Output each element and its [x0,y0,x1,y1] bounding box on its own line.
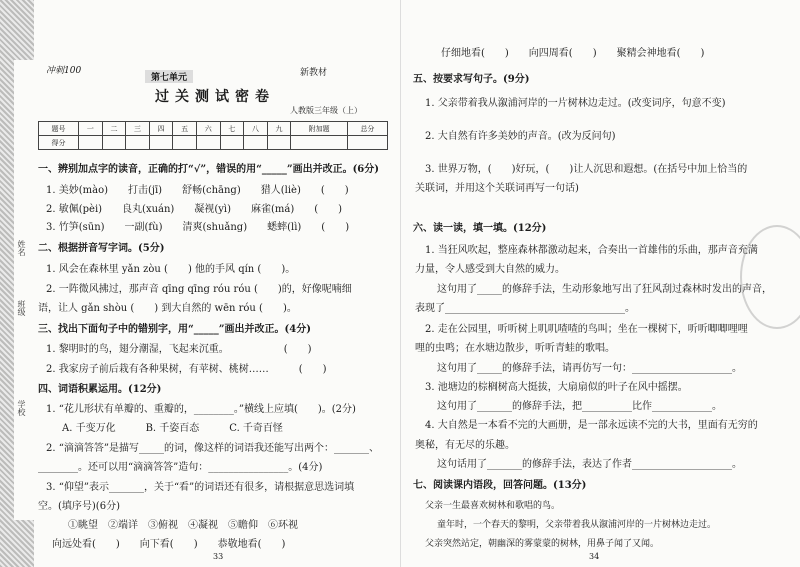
question-line: 向远处看( ) 向下看( ) 恭敬地看( ) [52,539,286,550]
textbook-label: 新教材 [300,68,328,78]
score-cell: 九 [267,122,291,136]
question-line: 1. 父亲带着我从溆浦河岸的一片树林边走过。(改变词序，句意不变) [425,98,726,109]
question-line: 语，让人 gǎn shòu ( ) 到大自然的 wēn róu ( )。 [38,303,297,314]
question-line: ________。还可以用“滴滴答答”造句：________________。(4分) [38,462,323,473]
option-line: ①眺望 ②端详 ③俯视 ④凝视 ⑤瞻仰 ⑥环视 [68,520,298,531]
question-line: 3. 竹笋(sūn) 一副(fù) 清爽(shuǎng) 蟋蟀(lì) ( ) [46,222,350,233]
score-input [149,136,173,150]
score-input [173,136,197,150]
name-label: 姓名 [17,240,26,256]
section-heading: 二、根据拼音写字词。(5分) [38,243,165,254]
score-cell: 六 [196,122,220,136]
score-header-row [39,122,388,136]
score-cell: 八 [244,122,268,136]
question-line: 2. 大自然有许多美妙的声音。(改为反问句) [425,131,616,142]
question-line: 4. 大自然是一本看不完的大画册，是一部永远读不完的大书，里面有无穷的 [425,420,758,431]
school-label: 学校 [17,400,26,416]
series-logo: 冲刺100 [46,66,82,76]
score-input [126,136,150,150]
question-line: 2. 敏佩(pèi) 良丸(xuán) 凝视(yì) 麻雀(má) ( ) [46,204,343,215]
edition-label: 人教版三年级（上） [290,106,362,115]
score-cell: 题号 [39,122,79,136]
score-cell: 一 [79,122,103,136]
question-line: 2. 我家房子前后栽有各种果树，有苹树、桃树…… ( ) [46,364,327,375]
section-heading: 四、词语积累运用。(12分) [38,384,162,395]
question-line: 2. 走在公园里，听听树上叽叽喳喳的鸟叫；坐在一棵树下，听听唧唧哩哩 [425,324,748,335]
question-line: 奥秘，有无尽的乐趣。 [415,440,515,451]
page-number: 33 [213,552,224,561]
question-line: 2. “滴滴答答”是描写_____的词，像这样的词语我还能写出两个：_______、 [46,443,379,454]
reading-passage-line: 童年时，一个春天的黎明，父亲带着我从溆浦河岸的一片树林边走过。 [437,520,717,530]
score-input [291,136,348,150]
score-cell: 总分 [347,122,387,136]
score-input [102,136,126,150]
score-cell: 附加题 [291,122,348,136]
score-value-row [39,136,388,150]
section-heading: 三、找出下面句子中的错别字，用“_____”画出并改正。(4分) [38,324,311,335]
question-line: 1. 风会在森林里 yǎn zòu ( ) 他的手风 qín ( )。 [46,264,296,275]
score-cell: 二 [102,122,126,136]
unit-label: 第七单元 [145,70,193,83]
score-input [347,136,387,150]
section-heading: 六、读一读，填一填。(12分) [413,223,547,234]
reading-passage-line: 父亲突然站定，朝幽深的雾蒙蒙的树林，用鼻子闻了又闻。 [425,539,660,549]
score-cell: 七 [220,122,244,136]
score-input [220,136,244,150]
score-cell: 五 [173,122,197,136]
question-line: 这句用了_____的修辞手法，请再仿写一句：____________________。 [437,363,742,374]
score-cell: 三 [126,122,150,136]
question-line: 力量，令人感受到大自然的威力。 [415,264,565,275]
question-line: 2. 一阵微风拂过，那声音 qīng qīng róu róu ( )的，好像呢喃细 [46,284,352,295]
section-heading: 五、按要求写句子。(9分) [413,74,530,85]
question-line: 1. “花儿形状有单瓣的、重瓣的，________。”横线上应填( )。(2分) [46,404,356,415]
class-label: 班级 [17,300,26,316]
question-line: 这句话用了_______的修辞手法，表达了作者____________________。 [437,459,742,470]
question-line: 1. 当狂风吹起，整座森林都激动起来，合奏出一首雄伟的乐曲，那声音充满 [425,245,758,256]
section-heading: 七、阅读课内语段，回答问题。(13分) [413,480,587,491]
question-line: 这句用了_______的修辞手法，把__________比作____________。 [437,401,722,412]
question-line: 空。(填序号)(6分) [38,501,120,512]
reading-passage-line: 父亲一生最喜欢树林和歌唱的鸟。 [425,501,561,511]
question-line: 哩的虫鸣；在水塘边散步，听听青蛙的歌唱。 [415,343,615,354]
score-table [38,121,388,150]
page-number: 34 [589,552,600,561]
score-input [196,136,220,150]
page-title: 过关测试密卷 [155,89,275,105]
question-line: 关联词，并用这个关联词再写一句话) [415,183,579,194]
question-line: 3. 世界万物，( )好玩，( )让人沉思和遐想。(在括号中加上恰当的 [425,164,748,175]
score-cell: 四 [149,122,173,136]
question-line: 1. 黎明时的鸟，翅分潮湿，飞起来沉重。 ( ) [46,344,312,355]
question-line: 表现了____________________________________。 [415,303,635,314]
score-input [79,136,103,150]
score-input [244,136,268,150]
question-line: 仔细地看( ) 向四周看( ) 聚精会神地看( ) [441,48,705,59]
question-line: 这句用了_____的修辞手法，生动形象地写出了狂风刮过森林时发出的声音， [437,284,772,295]
score-cell: 得分 [39,136,79,150]
option-line: A. 千变万化 B. 千姿百态 C. 千奇百怪 [62,423,283,434]
question-line: 1. 美妙(mào) 打击(jī) 舒畅(chāng) 猎人(liè) ( ) [46,185,349,196]
score-input [267,136,291,150]
section-heading: 一、辨别加点字的读音，正确的打“√”，错误的用“_____”画出并改正。(6分) [38,164,380,175]
question-line: 3. 池塘边的棕榈树高大挺拔，大扇扇似的叶子在风中摇摆。 [425,382,688,393]
binding-strip [14,60,34,520]
question-line: 3. “仰望”表示_______，关于“看”的词语还有很多，请根据意思选词填 [46,482,355,493]
